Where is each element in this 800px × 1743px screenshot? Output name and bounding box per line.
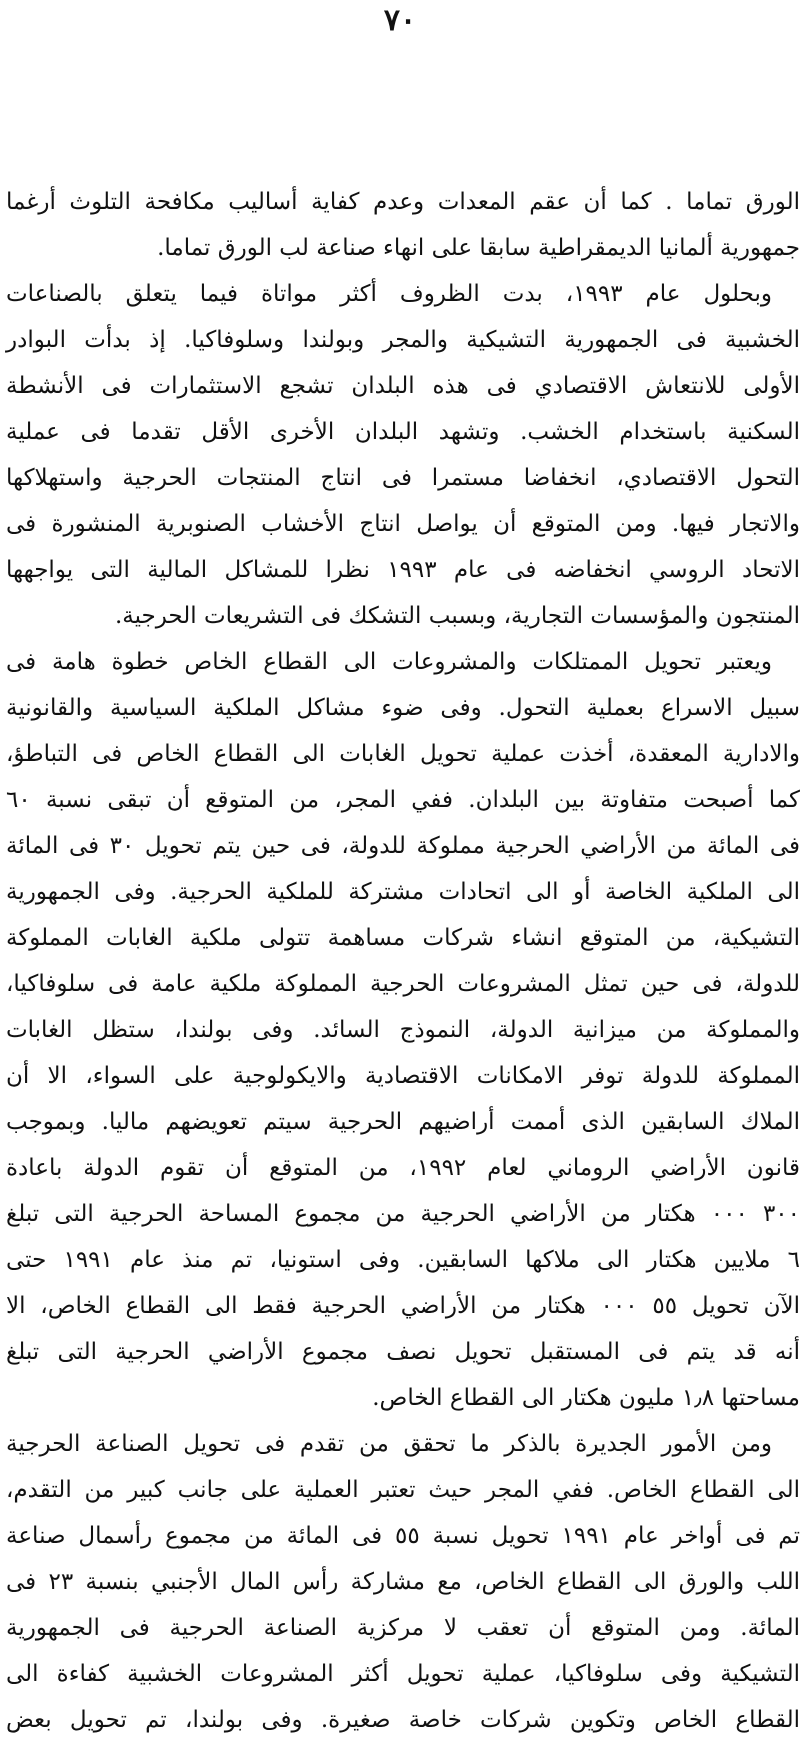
text-line: [0, 685, 800, 731]
text-line: [0, 1329, 800, 1375]
text-line-content: المائة. ومن المتوقع أن تعقب لا مركزية الصناعة الحرجية فى الجمهورية: [6, 1615, 800, 1641]
text-line: [0, 915, 800, 961]
text-line-content: كما أصبحت متفاوتة بين البلدان. ففي المجر، من المتوقع أن تبقى نسبة ٦٠: [6, 787, 800, 813]
text-line-content: ومن الأمور الجديرة بالذكر ما تحقق من تقدم فى تحويل الصناعة الحرجية: [6, 1431, 772, 1457]
text-line-content: اللب والورق الى القطاع الخاص، مع مشاركة رأس المال الأجنبي بنسبة ٢٣ فى: [6, 1569, 800, 1595]
text-line: [0, 1007, 800, 1053]
text-line: [0, 409, 800, 455]
text-line: [0, 1467, 800, 1513]
text-line: [0, 225, 800, 271]
text-line: [0, 1237, 800, 1283]
text-line-content: فى المائة من الأراضي الحرجية مملوكة للدولة، فى حين يتم تحويل ٣٠ فى المائة: [6, 833, 800, 859]
text-line-content: التشيكية وفى سلوفاكيا، عملية تحويل أكثر المشروعات الخشبية كفاءة الى: [6, 1661, 800, 1687]
text-line-content: الى القطاع الخاص. ففي المجر حيث تعتبر العملية على جانب كبير من التقدم،: [6, 1477, 800, 1503]
text-line-content: قانون الأراضي الروماني لعام ١٩٩٢، من المتوقع أن تقوم الدولة باعادة: [6, 1155, 800, 1181]
text-line: [0, 731, 800, 777]
text-line-content: سبيل الاسراع بعملية التحول. وفى ضوء مشاكل الملكية السياسية والقانونية: [6, 695, 800, 721]
text-line: [0, 1145, 800, 1191]
text-line-content: المنتجون والمؤسسات التجارية، وبسبب التشكك فى التشريعات الحرجية.: [114, 603, 800, 629]
text-line-content: الأولى للانتعاش الاقتصادي فى هذه البلدان تشجع الاستثمارات فى الأنشطة: [6, 373, 800, 399]
body-text: [0, 179, 800, 1743]
text-line-content: الملاك السابقين الذى أممت أراضيهم الحرجية سيتم تعويضهم ماليا. وبموجب: [6, 1109, 800, 1135]
text-line-content: والاتجار فيها. ومن المتوقع أن يواصل انتاج الأخشاب الصنوبرية المنشورة فى: [6, 511, 800, 537]
text-line: [0, 271, 800, 317]
text-line: [0, 547, 800, 593]
text-line-content: السكنية باستخدام الخشب. وتشهد البلدان الأخرى الأقل تقدما فى عملية: [6, 419, 800, 445]
text-line-content: الآن تحويل ٥٥ ٠٠٠ هكتار من الأراضي الحرجية فقط الى القطاع الخاص، الا: [6, 1293, 800, 1319]
text-line-content: الخشبية فى الجمهورية التشيكية والمجر وبولندا وسلوفاكيا. إذ بدأت البوادر: [6, 327, 800, 353]
text-line: [0, 1513, 800, 1559]
text-line: [0, 455, 800, 501]
text-line-content: جمهورية ألمانيا الديمقراطية سابقا على انهاء صناعة لب الورق تماما.: [157, 235, 800, 261]
text-line: [0, 593, 800, 639]
text-line: [0, 363, 800, 409]
text-line: [0, 1421, 800, 1467]
text-line-content: ٣٠٠ ٠٠٠ هكتار من الأراضي الحرجية من مجموع المساحة الحرجية التى تبلغ: [6, 1201, 800, 1227]
text-line: [0, 1697, 800, 1743]
text-line-content: الى الملكية الخاصة أو الى اتحادات مشتركة للملكية الحرجية. وفى الجمهورية: [6, 879, 800, 905]
text-line-content: والمملوكة من ميزانية الدولة، النموذج السائد. وفى بولندا، ستظل الغابات: [6, 1017, 800, 1043]
text-line-content: القطاع الخاص وتكوين شركات خاصة صغيرة. وفى بولندا، تم تحويل بعض: [6, 1707, 800, 1733]
text-line: [0, 869, 800, 915]
text-line: [0, 1651, 800, 1697]
text-line: [0, 777, 800, 823]
text-line: [0, 823, 800, 869]
text-line-content: ٦ ملايين هكتار الى ملاكها السابقين. وفى استونيا، تم منذ عام ١٩٩١ حتى: [6, 1247, 800, 1273]
text-line-content: أنه قد يتم فى المستقبل تحويل نصف مجموع الأراضي الحرجية التى تبلغ: [6, 1339, 800, 1365]
text-line: [0, 1375, 800, 1421]
text-line: [0, 1559, 800, 1605]
text-line: [0, 1283, 800, 1329]
page-number: ٧٠: [383, 3, 417, 38]
text-line-content: تم فى أواخر عام ١٩٩١ تحويل نسبة ٥٥ فى المائة من مجموع رأسمال صناعة: [6, 1523, 800, 1549]
text-line-content: للدولة، فى حين تمثل المشروعات الحرجية المملوكة ملكية عامة فى سلوفاكيا،: [6, 971, 800, 997]
text-line: [0, 1053, 800, 1099]
text-line-content: التحول الاقتصادي، انخفاضا مستمرا فى انتاج المنتجات الحرجية واستهلاكها: [6, 465, 800, 491]
text-line: [0, 317, 800, 363]
text-line: [0, 639, 800, 685]
text-line: [0, 1099, 800, 1145]
text-line: [0, 179, 800, 225]
text-line-content: الاتحاد الروسي انخفاضه فى عام ١٩٩٣ نظرا للمشاكل المالية التى يواجهها: [6, 557, 800, 583]
text-line-content: وبحلول عام ١٩٩٣، بدت الظروف أكثر مواتاة فيما يتعلق بالصناعات: [6, 281, 773, 307]
text-line: [0, 961, 800, 1007]
text-line-content: التشيكية، من المتوقع انشاء شركات مساهمة تتولى ملكية الغابات المملوكة: [6, 925, 800, 951]
text-line-content: الورق تماما . كما أن عقم المعدات وعدم كفاية أساليب مكافحة التلوث أرغما: [6, 189, 800, 215]
text-line: [0, 501, 800, 547]
text-line-content: المملوكة للدولة توفر الامكانات الاقتصادية والايكولوجية على السواء، الا أن: [6, 1063, 800, 1089]
text-line-content: مساحتها ١٫٨ مليون هكتار الى القطاع الخاص.: [372, 1385, 800, 1411]
text-line: [0, 1191, 800, 1237]
text-line: [0, 1605, 800, 1651]
text-line-content: ويعتبر تحويل الممتلكات والمشروعات الى القطاع الخاص خطوة هامة فى: [6, 649, 772, 675]
text-line-content: والادارية المعقدة، أخذت عملية تحويل الغابات الى القطاع الخاص فى التباطؤ،: [6, 741, 800, 767]
